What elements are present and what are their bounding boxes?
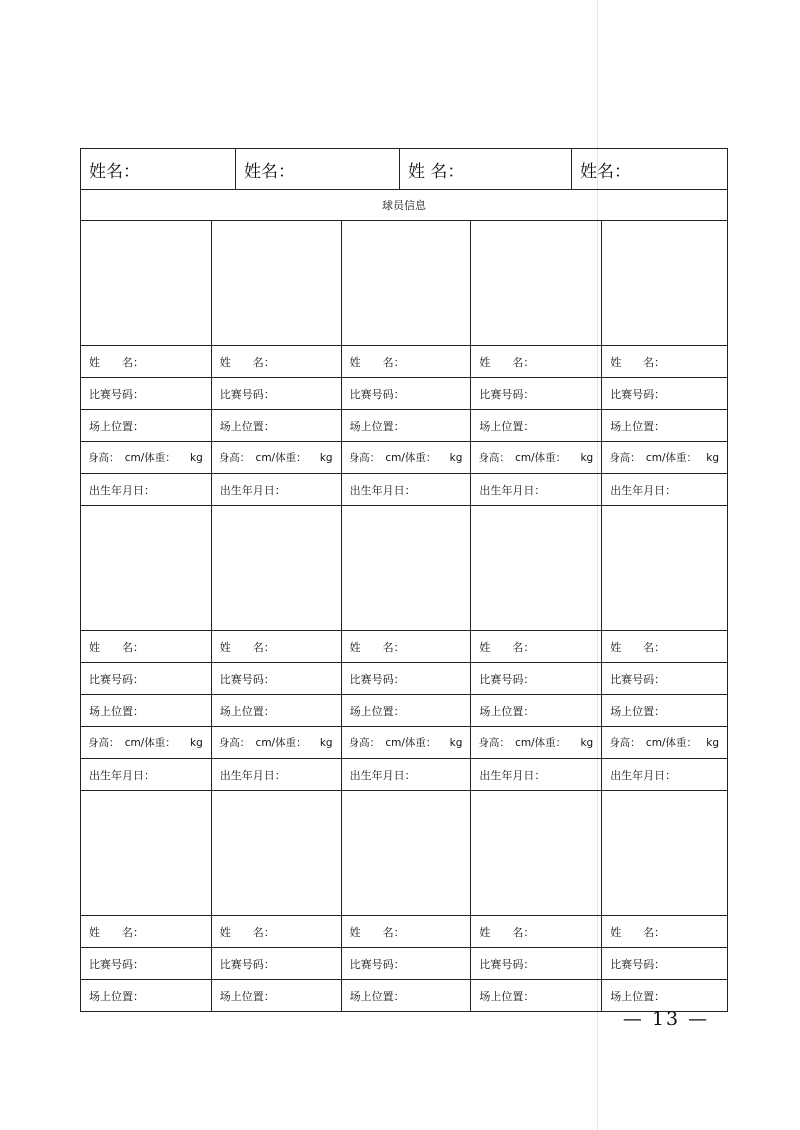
photo-box (471, 221, 602, 345)
position-field: 场上位置： (610, 704, 666, 718)
jersey-field: 比赛号码： (342, 663, 472, 694)
position-field: 场上位置： (212, 410, 342, 441)
name-row (81, 631, 727, 663)
birthdate-field: 出生年月日： (471, 474, 602, 505)
player-info-form (80, 148, 728, 1012)
photo-box (212, 506, 342, 630)
jersey-field: 比赛号码： (81, 948, 212, 979)
name-field: 姓 名： (81, 916, 212, 947)
jersey-field: 比赛号码： (81, 663, 212, 694)
height-weight-field (81, 442, 212, 473)
weight-unit: kg (449, 451, 463, 464)
name-row (81, 346, 727, 378)
name-field-4: 姓名： (580, 161, 631, 182)
photo-box (602, 791, 727, 915)
jersey-field: 比赛号码： (610, 387, 666, 401)
position-field: 场上位置： (610, 989, 666, 1003)
birthdate-field: 出生年月日： (342, 759, 472, 790)
height-weight-label: 身高： cm/体重： (218, 452, 307, 464)
position-field: 场上位置： (471, 695, 602, 726)
name-field-1: 姓名： (81, 149, 236, 189)
jersey-field: 比赛号码： (212, 663, 342, 694)
name-field-2: 姓名： (236, 149, 400, 189)
birthdate-field: 出生年月日： (212, 759, 342, 790)
name-field: 姓 名： (471, 631, 602, 662)
photo-box (471, 506, 602, 630)
jersey-field: 比赛号码： (342, 948, 472, 979)
position-field: 场上位置： (471, 980, 602, 1011)
height-weight-field (602, 442, 727, 473)
position-field: 场上位置： (342, 980, 472, 1011)
position-row (81, 695, 727, 727)
name-field: 姓 名： (610, 640, 666, 654)
photo-row (81, 221, 727, 346)
position-field: 场上位置： (610, 419, 666, 433)
name-field: 姓 名： (610, 355, 666, 369)
position-row (81, 980, 727, 1011)
photo-box (212, 221, 342, 345)
photo-box (81, 791, 212, 915)
jersey-field: 比赛号码： (342, 378, 472, 409)
name-field-3: 姓 名： (400, 149, 572, 189)
weight-unit: kg (580, 451, 594, 464)
height-weight-label: 身高： cm/体重： (609, 452, 697, 464)
birthdate-field: 出生年月日： (610, 768, 677, 782)
height-weight-label: 身高： cm/体重： (478, 452, 567, 464)
position-field: 场上位置： (342, 695, 472, 726)
weight-unit: kg (319, 451, 333, 464)
height-weight-field (471, 442, 602, 473)
birthdate-field: 出生年月日： (212, 474, 342, 505)
jersey-field: 比赛号码： (81, 378, 212, 409)
photo-box (81, 506, 212, 630)
height-weight-label: 身高： cm/体重： (478, 737, 567, 749)
birthdate-field: 出生年月日： (342, 474, 472, 505)
height-weight-field (342, 442, 472, 473)
weight-unit: kg (190, 736, 203, 749)
photo-box (342, 791, 472, 915)
jersey-field: 比赛号码： (212, 948, 342, 979)
name-field: 姓 名： (81, 631, 212, 662)
photo-box (342, 221, 472, 345)
position-field: 场上位置： (342, 410, 472, 441)
height-weight-label: 身高： cm/体重： (88, 737, 176, 749)
section-title: 球员信息 (81, 190, 727, 221)
jersey-field: 比赛号码： (610, 957, 666, 971)
height-weight-label: 身高： cm/体重： (348, 737, 437, 749)
photo-box (602, 506, 727, 630)
birthdate-row (81, 759, 727, 791)
jersey-field: 比赛号码： (471, 948, 602, 979)
photo-box (602, 221, 727, 345)
name-field: 姓 名： (212, 346, 342, 377)
jersey-field: 比赛号码： (212, 378, 342, 409)
jersey-row (81, 663, 727, 695)
page-number: — 13 — (622, 1008, 710, 1030)
weight-unit: kg (190, 451, 203, 464)
weight-unit: kg (706, 736, 719, 749)
position-field: 场上位置： (471, 410, 602, 441)
name-field: 姓 名： (342, 916, 472, 947)
name-field: 姓 名： (342, 631, 472, 662)
photo-box (342, 506, 472, 630)
name-field: 姓 名： (471, 346, 602, 377)
position-row (81, 410, 727, 442)
position-field: 场上位置： (81, 980, 212, 1011)
birthdate-field: 出生年月日： (471, 759, 602, 790)
name-field: 姓 名： (342, 346, 472, 377)
position-field: 场上位置： (81, 410, 212, 441)
jersey-field: 比赛号码： (610, 672, 666, 686)
name-field: 姓 名： (212, 631, 342, 662)
height-weight-field (602, 727, 727, 758)
height-weight-label: 身高： cm/体重： (218, 737, 307, 749)
weight-unit: kg (706, 451, 719, 464)
name-field: 姓 名： (212, 916, 342, 947)
jersey-row (81, 948, 727, 980)
hw-row (81, 727, 727, 759)
name-field: 姓 名： (471, 916, 602, 947)
height-weight-label: 身高： cm/体重： (348, 452, 437, 464)
jersey-field: 比赛号码： (471, 378, 602, 409)
photo-row (81, 791, 727, 916)
height-weight-field (471, 727, 602, 758)
weight-unit: kg (319, 736, 333, 749)
player-blocks (81, 221, 727, 1011)
birthdate-field: 出生年月日： (81, 474, 212, 505)
position-field: 场上位置： (212, 980, 342, 1011)
height-weight-field (81, 727, 212, 758)
height-weight-field (212, 727, 342, 758)
height-weight-field (342, 727, 472, 758)
height-weight-label: 身高： cm/体重： (88, 452, 176, 464)
weight-unit: kg (580, 736, 594, 749)
photo-row (81, 506, 727, 631)
position-field: 场上位置： (212, 695, 342, 726)
name-field: 姓 名： (610, 925, 666, 939)
birthdate-row (81, 474, 727, 506)
coach-name-row (81, 149, 727, 190)
height-weight-label: 身高： cm/体重： (609, 737, 697, 749)
jersey-row (81, 378, 727, 410)
name-row (81, 916, 727, 948)
photo-box (212, 791, 342, 915)
position-field: 场上位置： (81, 695, 212, 726)
name-field: 姓 名： (81, 346, 212, 377)
hw-row (81, 442, 727, 474)
birthdate-field: 出生年月日： (610, 483, 677, 497)
birthdate-field: 出生年月日： (81, 759, 212, 790)
photo-box (471, 791, 602, 915)
jersey-field: 比赛号码： (471, 663, 602, 694)
photo-box (81, 221, 212, 345)
height-weight-field (212, 442, 342, 473)
weight-unit: kg (449, 736, 463, 749)
